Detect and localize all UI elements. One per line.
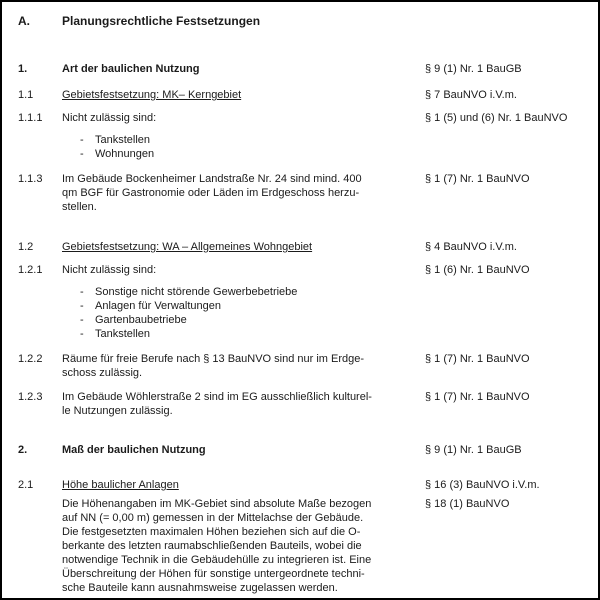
legal-reference-line: § 18 (1) BauNVO — [425, 498, 510, 510]
section-title: Art der baulichen Nutzung — [62, 63, 200, 75]
section-number: 1.2.3 — [18, 391, 43, 403]
legal-reference-line: § 1 (5) und (6) Nr. 1 BauNVO — [425, 112, 568, 124]
section-number: 1.1.3 — [18, 173, 43, 185]
bullet-dash: - — [80, 134, 84, 146]
section-number: 1.1.1 — [18, 112, 43, 124]
legal-reference-line: § 1 (6) Nr. 1 BauNVO — [425, 264, 530, 276]
legal-reference-line: § 4 BauNVO i.V.m. — [425, 241, 517, 253]
document-header — [18, 14, 584, 28]
text-line: Im Gebäude Wöhlerstraße 2 sind im EG ausschließlich kulturel- — [62, 391, 372, 403]
bullet-list — [62, 285, 425, 341]
text-line: Die Höhenangaben im MK-Gebiet sind absolute Maße bezogen — [62, 498, 372, 510]
section-row-1 — [18, 62, 584, 76]
list-item — [62, 147, 425, 161]
section-text — [62, 497, 425, 595]
legal-reference-line: § 1 (7) Nr. 1 BauNVO — [425, 173, 530, 185]
list-item-text: Gartenbaubetriebe — [95, 314, 187, 326]
text-line: stellen. — [62, 201, 97, 213]
text-line: qm BGF für Gastronomie oder Läden im Erdgeschoss herzu- — [62, 187, 360, 199]
list-item — [62, 285, 425, 299]
list-item — [62, 313, 425, 327]
section-row-1-2-3 — [18, 390, 584, 418]
legal-reference — [425, 240, 584, 254]
text-line: Überschreitung der Höhen für sonstige untergeordnete techni- — [62, 568, 365, 580]
header-number: A. — [18, 14, 30, 28]
section-number: 2. — [18, 444, 28, 456]
section-row-1-2 — [18, 240, 584, 254]
legal-reference-line: § 1 (7) Nr. 1 BauNVO — [425, 391, 530, 403]
text-line: notwendige Technik in die Gebäudehülle zu integrieren ist. Eine — [62, 554, 372, 566]
section-row-1-1 — [18, 88, 584, 102]
bullet-list — [62, 133, 425, 161]
section-row-1-2-2 — [18, 352, 584, 380]
text-line: sche Bauteile kann ausnahmsweise zugelassen werden. — [62, 582, 338, 594]
legal-reference — [425, 352, 584, 366]
bullet-dash: - — [80, 148, 84, 160]
section-number: 1.2.2 — [18, 353, 43, 365]
section-number: 1. — [18, 63, 28, 75]
text-line: le Nutzungen zulässig. — [62, 405, 173, 417]
legal-reference-line: § 16 (3) BauNVO i.V.m. — [425, 479, 540, 491]
legal-reference — [425, 62, 584, 76]
section-number: 1.2.1 — [18, 264, 43, 276]
legal-reference — [425, 478, 584, 511]
legal-reference — [425, 263, 584, 277]
section-row-1-2-1 — [18, 263, 584, 341]
list-item-text: Anlagen für Verwaltungen — [95, 300, 221, 312]
section-row-1-1-3 — [18, 172, 584, 214]
bullet-dash: - — [80, 300, 84, 312]
section-number: 2.1 — [18, 479, 34, 491]
section-title: Maß der baulichen Nutzung — [62, 444, 206, 456]
list-item-text: Tankstellen — [95, 328, 151, 340]
legal-reference-line: § 9 (1) Nr. 1 BauGB — [425, 63, 522, 75]
list-item-text: Tankstellen — [95, 134, 151, 146]
list-item — [62, 327, 425, 341]
legal-reference — [425, 111, 584, 125]
section-row-2 — [18, 443, 584, 457]
section-row-1-1-1 — [18, 111, 584, 161]
legal-reference — [425, 443, 584, 457]
legal-reference — [425, 172, 584, 186]
section-text — [62, 390, 425, 418]
section-title: Gebietsfestsetzung: MK– Kerngebiet — [62, 89, 242, 101]
section-number: 1.1 — [18, 89, 34, 101]
legal-reference-line: § 9 (1) Nr. 1 BauGB — [425, 444, 522, 456]
list-item-text: Sonstige nicht störende Gewerbebetriebe — [95, 286, 298, 298]
text-line: Im Gebäude Bockenheimer Landstraße Nr. 24 sind mind. 400 — [62, 173, 362, 185]
text-line: Räume für freie Berufe nach § 13 BauNVO sind nur im Erdge- — [62, 353, 365, 365]
section-title: Nicht zulässig sind: — [62, 112, 157, 124]
legal-reference — [425, 88, 584, 102]
section-title: Höhe baulicher Anlagen — [62, 479, 179, 491]
bullet-dash: - — [80, 328, 84, 340]
list-item — [62, 133, 425, 147]
legal-reference-line: § 7 BauNVO i.V.m. — [425, 89, 517, 101]
section-number: 1.2 — [18, 241, 34, 253]
section-text — [62, 172, 425, 214]
section-text — [62, 352, 425, 380]
section-title: Nicht zulässig sind: — [62, 264, 157, 276]
text-line: schoss zulässig. — [62, 367, 143, 379]
legal-reference-line: § 1 (7) Nr. 1 BauNVO — [425, 353, 530, 365]
list-item-text: Wohnungen — [95, 148, 155, 160]
list-item — [62, 299, 425, 313]
text-line: auf NN (= 0,00 m) gemessen in der Mittelachse der Gebäude. — [62, 512, 364, 524]
text-line: berkante des letzten raumabschließenden Bauteils, wobei die — [62, 540, 362, 552]
legal-reference — [425, 390, 584, 404]
section-title: Gebietsfestsetzung: WA – Allgemeines Wohngebiet — [62, 241, 313, 253]
section-row-2-1 — [18, 478, 584, 595]
document-title: Planungsrechtliche Festsetzungen — [62, 14, 261, 28]
bullet-dash: - — [80, 314, 84, 326]
bullet-dash: - — [80, 286, 84, 298]
text-line: Die festgesetzten maximalen Höhen beziehen sich auf die O- — [62, 526, 361, 538]
